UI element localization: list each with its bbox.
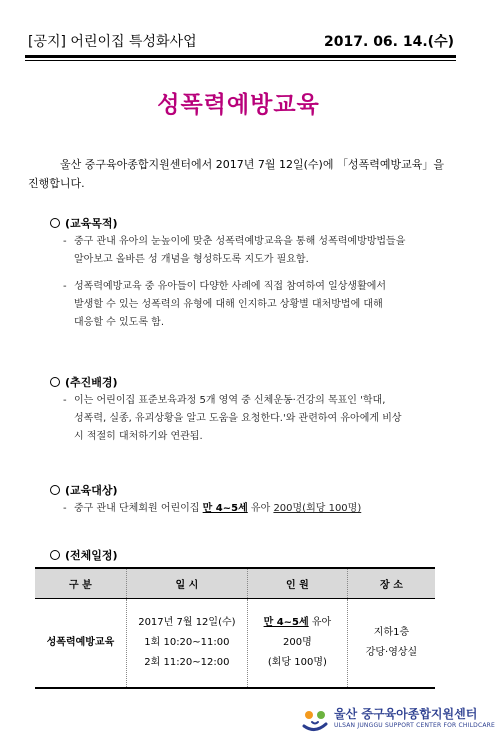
header-rule-thick xyxy=(25,55,456,58)
cell-attendees xyxy=(247,599,347,689)
header-rule-thin xyxy=(25,60,456,61)
org-english-name: ULSAN JUNGGU SUPPORT CENTER FOR CHILDCARE xyxy=(334,722,495,729)
target-age: 만 4~5세 xyxy=(202,503,248,514)
section-heading-text: (추진배경) xyxy=(65,376,118,389)
purpose-item-1-line-2: 알아보고 올바른 성 개념을 형성하도록 지도가 필요함. xyxy=(74,254,309,265)
notice-date: 2017. 06. 14.(수) xyxy=(324,34,454,50)
section-heading-text: (전체일정) xyxy=(65,549,118,562)
purpose-item-2-line-3: 대응할 수 있도록 함. xyxy=(74,317,164,328)
header-datetime: 일 시 xyxy=(126,568,247,599)
cell-session-1: 1회 10:20~11:00 xyxy=(144,637,230,648)
cell-date: 2017년 7월 12일(수) xyxy=(138,617,236,628)
dash-icon: - xyxy=(63,236,67,247)
header-attendees: 인 원 xyxy=(247,568,347,599)
cell-session-2: 2회 11:20~12:00 xyxy=(144,657,230,668)
intro-line-1: 울산 중구육아종합지원센터에서 2017년 7월 12일(수)에 「성폭력예방교육」을 xyxy=(60,158,444,171)
cell-per-session: (회당 100명) xyxy=(267,657,327,668)
org-name: 울산 중구육아종합지원센터 xyxy=(334,707,478,721)
cell-location xyxy=(347,599,435,689)
intro-paragraph xyxy=(28,155,448,193)
cell-datetime xyxy=(126,599,247,689)
section-heading-purpose xyxy=(50,215,118,231)
section-heading-background xyxy=(50,374,118,390)
section-heading-schedule xyxy=(50,547,118,563)
background-item-1 xyxy=(63,392,455,446)
cell-category: 성폭력예방교육 xyxy=(35,599,126,689)
childcare-center-logo-icon xyxy=(300,704,330,734)
header-category: 구 분 xyxy=(35,568,126,599)
section-heading-text: (교육대상) xyxy=(65,484,118,497)
purpose-item-2-line-2: 발생할 수 있는 성폭력의 유형에 대해 인지하고 상황별 대처방법에 대해 xyxy=(74,299,383,310)
intro-line-2: 진행합니다. xyxy=(28,177,85,190)
cell-place-1: 지하1층 xyxy=(373,627,410,638)
target-mid: 유아 xyxy=(247,503,274,514)
notice-label: [공지] 어린이집 특성화사업 xyxy=(28,34,197,50)
cell-age-suffix: 유아 xyxy=(308,617,332,628)
cell-place-2: 강당·영상실 xyxy=(365,647,418,658)
target-item xyxy=(63,500,455,518)
footer-logo xyxy=(300,704,495,734)
background-item-line-2: 성폭력, 실종, 유괴상황을 알고 도움을 요청한다.'와 관련하여 유아에게 비상 xyxy=(74,413,402,424)
cell-people: 200명 xyxy=(283,637,312,648)
section-heading-target xyxy=(50,482,118,498)
dash-icon: - xyxy=(63,503,67,514)
circle-bullet-icon xyxy=(50,550,60,560)
background-item-line-3: 시 적절히 대처하기와 연관됨. xyxy=(74,431,203,442)
purpose-item-2-line-1: 성폭력예방교육 중 유아들이 다양한 사례에 직접 참여하여 일상생활에서 xyxy=(74,281,387,292)
section-heading-text: (교육목적) xyxy=(65,217,118,230)
purpose-item-1-line-1: 중구 관내 유아의 눈높이에 맞춘 성폭력예방교육을 통해 성폭력예방방법들을 xyxy=(74,236,406,247)
page-title: 성폭력예방교육 xyxy=(157,92,320,118)
table-row xyxy=(35,599,435,689)
dash-icon: - xyxy=(63,281,67,292)
schedule-table xyxy=(35,567,435,689)
dash-icon: - xyxy=(63,395,67,406)
target-prefix: 중구 관내 단체회원 어린이집 xyxy=(74,503,203,514)
circle-bullet-icon xyxy=(50,485,60,495)
cell-age: 만 4~5세 xyxy=(263,617,309,628)
circle-bullet-icon xyxy=(50,218,60,228)
purpose-item-1 xyxy=(63,233,455,269)
header-location: 장 소 xyxy=(347,568,435,599)
target-count: 200명(회당 100명) xyxy=(273,503,362,514)
purpose-item-2 xyxy=(63,278,455,332)
background-item-line-1: 이는 어린이집 표준보육과정 5개 영역 중 신체운동·건강의 목표인 '학대, xyxy=(74,395,386,406)
circle-bullet-icon xyxy=(50,377,60,387)
schedule-header-row xyxy=(35,568,435,599)
